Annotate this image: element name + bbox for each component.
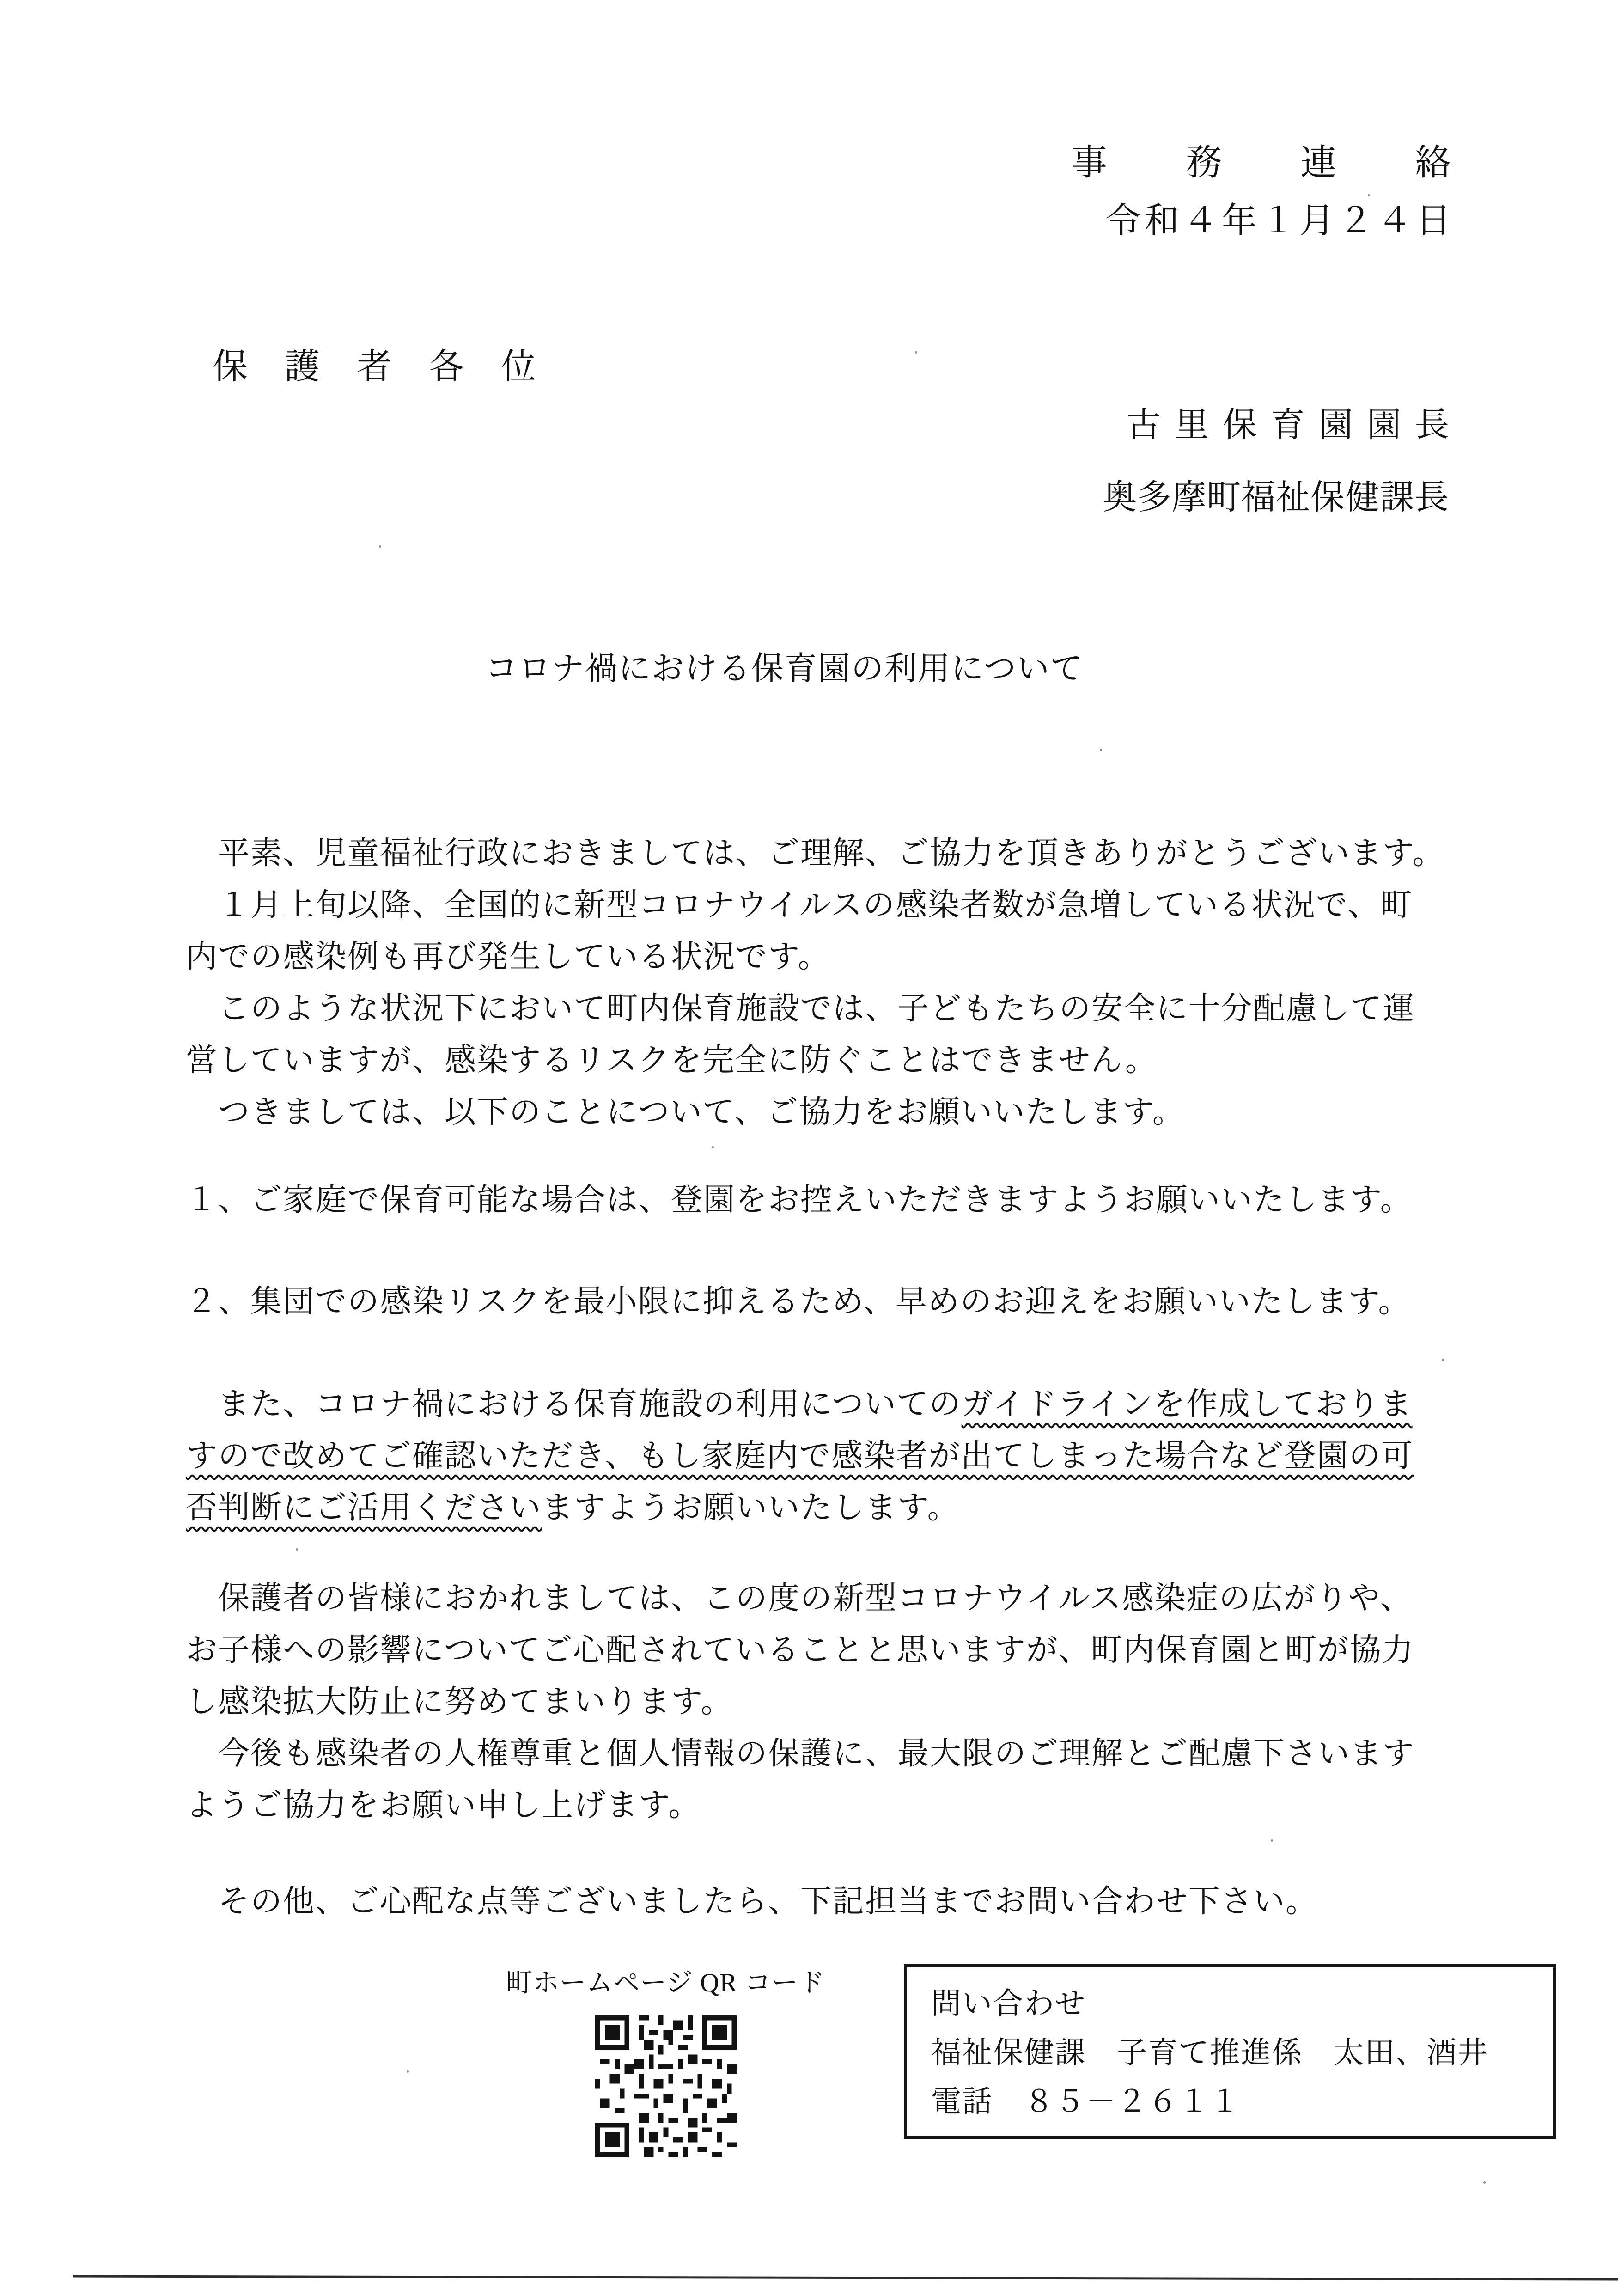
contact-title: 問い合わせ xyxy=(931,1987,1086,2021)
text-line: このような状況下において町内保育施設では、子どもたちの安全に十分配慮して運 xyxy=(186,991,1415,1026)
text-line: 今後も感染者の人権尊重と個人情報の保護に、最大限のご理解とご配慮下さいます xyxy=(186,1736,1415,1771)
sender-division-chief: 奥多摩町福祉保健課長 xyxy=(1103,479,1449,517)
text-line: つきましては、以下のことについて、ご協力をお願いいたします。 xyxy=(186,1094,1185,1130)
contact-department: 福祉保健課 子育て推進係 太田、酒井 xyxy=(931,2036,1489,2070)
text-line xyxy=(186,1482,1414,1533)
text-line: １月上旬以降、全国的に新型コロナウイルスの感染者数が急増している状況で、町 xyxy=(186,887,1413,922)
paragraph-guideline xyxy=(186,1378,1414,1533)
document-title: コロナ禍における保育園の利用について xyxy=(485,651,1084,687)
scan-artifact-line xyxy=(73,2275,1618,2280)
contact-phone: 電話 ８５－２６１１ xyxy=(931,2085,1241,2119)
paragraph-intro xyxy=(186,827,1445,1138)
doc-date: 令和４年１月２４日 xyxy=(1105,202,1455,240)
qr-code xyxy=(595,2013,737,2159)
text-line: 営していますが、感染するリスクを完全に防ぐことはできません。 xyxy=(186,1043,1158,1078)
sender-block xyxy=(1103,389,1463,534)
text-line: 平素、児童福祉行政におきましては、ご理解、ご協力を頂きありがとうございます。 xyxy=(186,836,1445,871)
list-item-1: １、ご家庭で保育可能な場合は、登園をお控えいただきますようお願いいたします。 xyxy=(186,1182,1413,1217)
plain-text: ますようお願いいたします。 xyxy=(542,1490,960,1525)
contact-box xyxy=(904,1964,1556,2139)
text-line xyxy=(186,1378,1414,1430)
text-line xyxy=(186,1430,1414,1482)
plain-text: また、コロナ禍における保育施設の利用についての xyxy=(186,1386,962,1422)
text-line: ようご協力をお願い申し上げます。 xyxy=(186,1788,701,1823)
doc-type-label: 事 務 連 絡 xyxy=(1071,142,1472,183)
wavy-underlined-text: ガイドラインを作成しておりま xyxy=(961,1386,1413,1422)
list-item-2: ２、集団での感染リスクを最小限に抑えるため、早めのお迎えをお願いいたします。 xyxy=(186,1284,1411,1319)
sender-principal: 古里保育園園長 xyxy=(1127,406,1463,444)
text-line: し感染拡大防止に努めてまいります。 xyxy=(186,1684,733,1719)
text-line: 内での感染例も再び発生している状況です。 xyxy=(186,939,830,974)
wavy-underlined-text: 否判断にご活用ください xyxy=(186,1490,542,1525)
paragraph-guardians xyxy=(186,1572,1415,1831)
qr-caption: 町ホームページ QR コード xyxy=(506,1968,825,1997)
wavy-underlined-text: すので改めてご確認いただき、もし家庭内で感染者が出てしまった場合など登園の可 xyxy=(186,1438,1414,1473)
document-header xyxy=(1071,133,1472,250)
text-line: お子様への影響についてご心配されていることと思いますが、町内保育園と町が協力 xyxy=(186,1632,1414,1667)
closing-line: その他、ご心配な点等ございましたら、下記担当までお問い合わせ下さい。 xyxy=(186,1884,1318,1919)
addressee: 保 護 者 各 位 xyxy=(213,348,537,386)
text-line: 保護者の皆様におかれましては、この度の新型コロナウイルス感染症の広がりや、 xyxy=(186,1581,1413,1616)
